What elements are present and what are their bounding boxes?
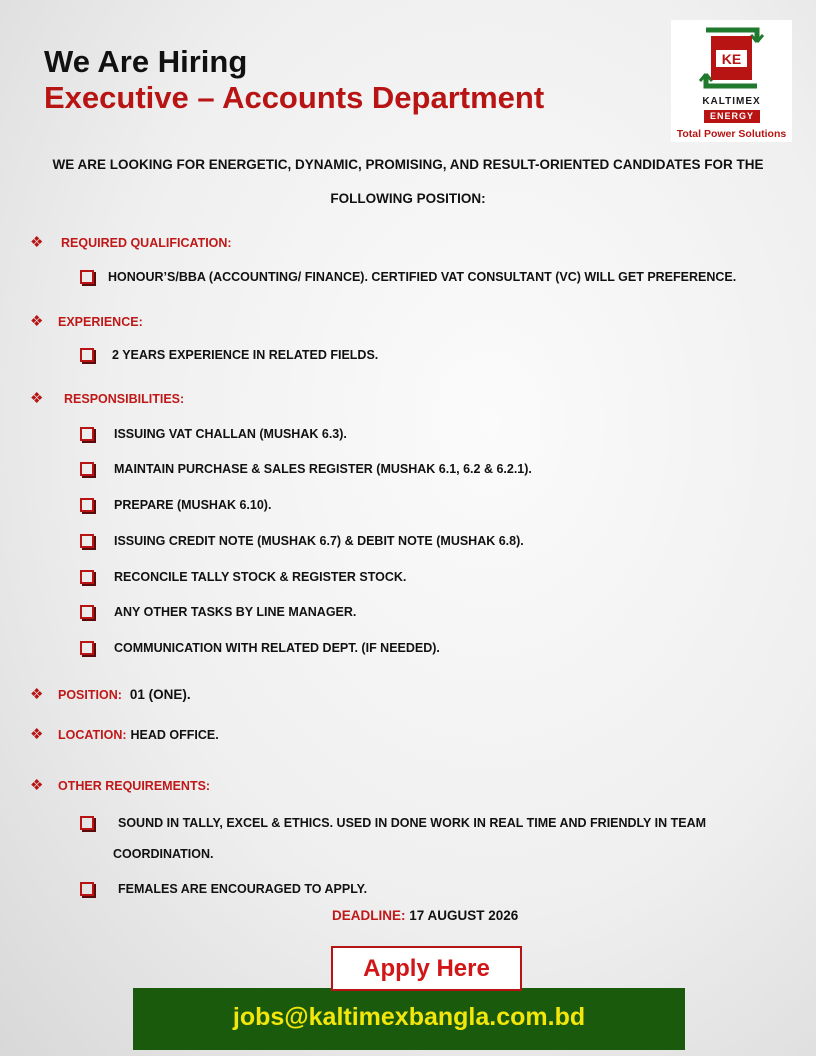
checkbox-bullet-icon: [80, 605, 94, 619]
list-item-text: MAINTAIN PURCHASE & SALES REGISTER (MUSHAK 6.1, 6.2 & 6.2.1).: [114, 462, 532, 476]
list-item-text: ISSUING VAT CHALLAN (MUSHAK 6.3).: [114, 427, 347, 441]
list-item: [80, 498, 271, 512]
section-label: EXPERIENCE:: [58, 314, 143, 329]
section-label: OTHER REQUIREMENTS:: [58, 778, 211, 793]
section-qualification: [30, 235, 232, 250]
section-experience: [30, 314, 143, 329]
list-item-text: COMMUNICATION WITH RELATED DEPT. (IF NEEDED).: [114, 641, 440, 655]
list-item-continuation: COORDINATION.: [113, 847, 214, 861]
list-item-text: RECONCILE TALLY STOCK & REGISTER STOCK.: [114, 570, 407, 584]
checkbox-bullet-icon: [80, 427, 94, 441]
section-position: [30, 687, 191, 702]
logo-mark-text: KE: [721, 51, 742, 67]
section-label: REQUIRED QUALIFICATION:: [61, 235, 232, 250]
list-item-text: ISSUING CREDIT NOTE (MUSHAK 6.7) & DEBIT NOTE (MUSHAK 6.8).: [114, 534, 524, 548]
checkbox-bullet-icon: [80, 498, 94, 512]
checkbox-bullet-icon: [80, 882, 94, 896]
email-link[interactable]: jobs@kaltimexbangla.com.bd: [133, 988, 685, 1050]
diamond-bullet-icon: ❖: [30, 777, 44, 794]
list-item: [80, 348, 378, 362]
list-item: [80, 816, 706, 830]
diamond-bullet-icon: ❖: [30, 390, 44, 407]
deadline-label: DEADLINE:: [332, 908, 406, 923]
list-item-text: ANY OTHER TASKS BY LINE MANAGER.: [114, 605, 357, 619]
deadline: [332, 908, 518, 923]
list-item: [80, 462, 532, 476]
checkbox-bullet-icon: [80, 641, 94, 655]
intro-line-2: FOLLOWING POSITION:: [330, 191, 486, 206]
checkbox-bullet-icon: [80, 270, 94, 284]
kaltimex-emblem-icon: [671, 20, 792, 100]
list-item-text: 2 YEARS EXPERIENCE IN RELATED FIELDS.: [112, 348, 379, 362]
logo-tagline: Total Power Solutions: [676, 128, 787, 140]
hiring-heading: We Are Hiring: [44, 44, 248, 79]
checkbox-bullet-icon: [80, 816, 94, 830]
checkbox-bullet-icon: [80, 348, 94, 362]
section-responsibilities: [30, 391, 184, 406]
section-label: RESPONSIBILITIES:: [64, 391, 185, 406]
diamond-bullet-icon: ❖: [30, 726, 44, 743]
list-item: [80, 570, 406, 584]
list-item: [80, 641, 440, 655]
section-label: LOCATION:: [58, 727, 127, 742]
section-location: [30, 727, 219, 742]
apply-button[interactable]: Apply Here: [331, 946, 522, 991]
location-value: HEAD OFFICE.: [130, 727, 219, 742]
section-other-requirements: [30, 778, 210, 793]
list-item-text: SOUND IN TALLY, EXCEL & ETHICS. USED IN DONE WORK IN REAL TIME AND FRIENDLY IN TEAM: [118, 816, 707, 830]
checkbox-bullet-icon: [80, 534, 94, 548]
diamond-bullet-icon: ❖: [30, 234, 44, 251]
deadline-date: 17 AUGUST 2026: [409, 908, 519, 923]
list-item-text: FEMALES ARE ENCOURAGED TO APPLY.: [118, 882, 368, 896]
list-item: [80, 270, 736, 284]
position-value: 01 (ONE).: [129, 687, 191, 702]
diamond-bullet-icon: ❖: [30, 313, 44, 330]
checkbox-bullet-icon: [80, 462, 94, 476]
diamond-bullet-icon: ❖: [30, 686, 44, 703]
list-item: [80, 427, 347, 441]
job-title: Executive – Accounts Department: [44, 80, 545, 115]
intro-line-1: WE ARE LOOKING FOR ENERGETIC, DYNAMIC, PROMISING, AND RESULT-ORIENTED CANDIDATES FOR THE: [52, 157, 764, 172]
checkbox-bullet-icon: [80, 570, 94, 584]
list-item-text: PREPARE (MUSHAK 6.10).: [114, 498, 272, 512]
section-label: POSITION:: [58, 687, 122, 702]
company-logo: [671, 20, 792, 142]
list-item: [80, 534, 524, 548]
list-item: [80, 605, 356, 619]
list-item: [80, 882, 367, 896]
list-item-text: HONOUR’S/BBA (ACCOUNTING/ FINANCE). CERTIFIED VAT CONSULTANT (VC) WILL GET PREFERENCE.: [108, 270, 737, 284]
logo-brand-sub: ENERGY: [704, 110, 760, 123]
logo-brand-name: KALTIMEX: [702, 96, 761, 107]
